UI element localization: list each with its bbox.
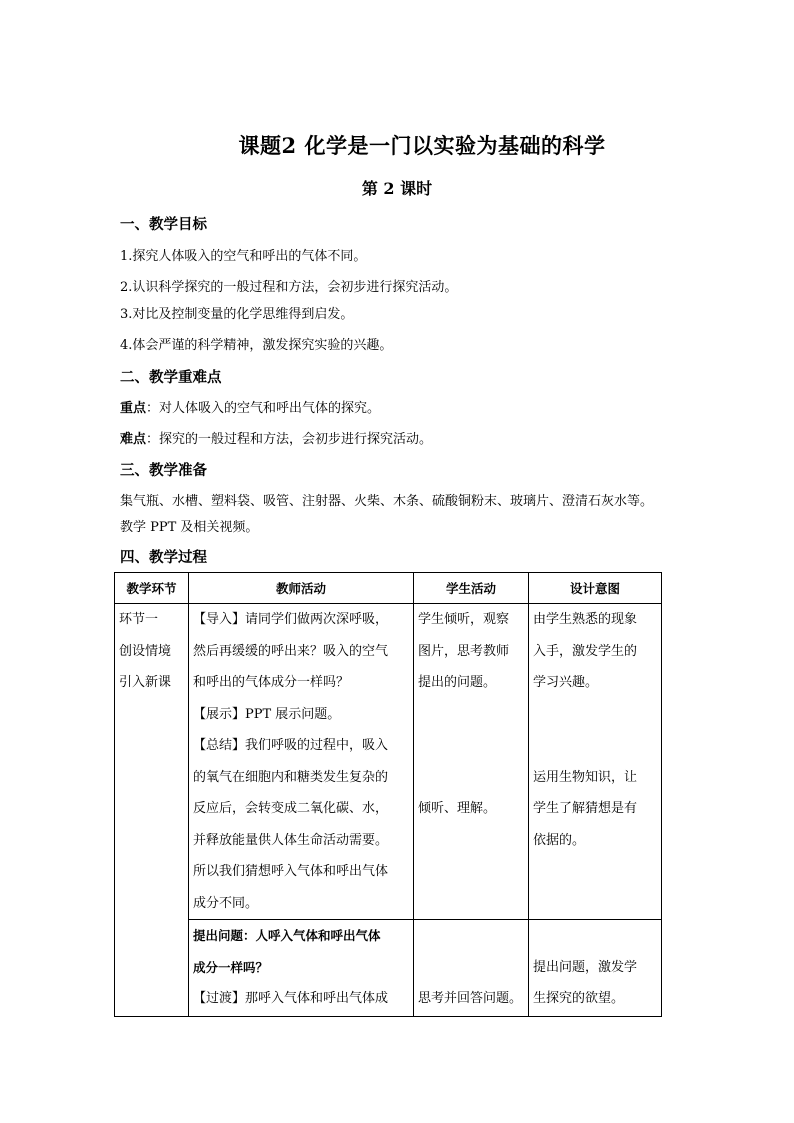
page-title: 课题2 化学是一门以实验为基础的科学 [238,133,606,158]
section-heading-keypoints: 二、教学重难点 [120,369,222,386]
intent-line: 入手，激发学生的 [533,643,638,659]
student-line: 思考并回答问题。 [418,991,523,1006]
header-student: 学生活动 [414,573,529,604]
student-line: 学生倾听，观察 [418,612,510,627]
stage-line: 环节一 [119,612,159,627]
student-line: 提出的问题。 [418,675,497,690]
stage-line: 创设情境 [119,643,172,659]
stage-line: 引入新课 [119,675,172,690]
teacher-line: 【过渡】那呼入气体和呼出气体成 [193,991,389,1006]
difficulty-text: ：探究的一般过程和方法，会初步进行探究活动。 [146,432,433,447]
difficulty-label: 难点 [120,432,147,447]
section-heading-prep: 三、教学准备 [120,462,207,479]
focus-text: ：对人体吸入的空气和呼出气体的探究。 [146,401,381,416]
question-line: 成分一样吗？ [193,959,269,975]
goal-item: 2.认识科学探究的一般过程和方法，会初步进行探究活动。 [120,280,458,295]
section-heading-process: 四、教学过程 [120,549,207,566]
teacher-line: 和呼出的气体成分一样吗？ [193,675,350,690]
goal-item: 4.体会严谨的科学精神，激发探究实验的兴趣。 [120,338,393,353]
intent-line: 依据的。 [533,832,586,848]
header-teacher: 教师活动 [189,573,414,604]
process-table [114,572,662,1017]
intent-line: 生探究的欲望。 [533,991,625,1006]
student-cell [414,920,529,1017]
focus-label: 重点 [120,401,147,416]
student-line: 图片，思考教师 [418,643,510,659]
teacher-line: 成分不同。 [193,895,259,911]
teacher-line: 反应后，会转变成二氧化碳、水， [193,801,389,816]
teacher-line: 【导入】请同学们做两次深呼吸， [193,612,389,627]
teacher-cell [189,920,414,1017]
intent-line: 提出问题，激发学 [533,959,638,975]
teacher-line: 并释放能量供人体生命活动需要。 [193,832,389,848]
header-intent: 设计意图 [529,573,662,604]
teacher-line: 所以我们猜想呼入气体和呼出气体 [193,864,389,879]
goal-item: 3.对比及控制变量的化学思维得到启发。 [120,307,354,322]
intent-line: 学生了解猜想是有 [533,801,638,816]
teacher-line: 的氧气在细胞内和糖类发生复杂的 [193,769,389,785]
teacher-cell [189,604,414,920]
intent-line: 学习兴趣。 [533,675,599,690]
student-cell [414,604,529,920]
page-subtitle: 第 2 课时 [361,179,433,198]
stage-cell [115,604,189,1017]
focus-line [120,397,380,416]
student-line: 倾听、理解。 [418,801,497,816]
intent-cell [529,604,662,920]
intent-line: 运用生物知识，让 [533,769,638,785]
table-row [115,604,662,920]
section-heading-goals: 一、教学目标 [120,216,207,233]
question-line: 提出问题：人呼入气体和呼出气体 [193,928,381,943]
table-header-row [115,573,662,604]
header-stage: 教学环节 [115,573,189,604]
table-row [115,920,662,1017]
intent-line: 由学生熟悉的现象 [533,612,638,627]
prep-line: 集气瓶、水槽、塑料袋、吸管、注射器、火柴、木条、硫酸铜粉末、玻璃片、澄清石灰水等。 [120,494,654,509]
teacher-line: 【总结】我们呼吸的过程中，吸入 [193,738,389,753]
prep-line: 教学 PPT 及相关视频。 [120,520,259,535]
goal-item: 1.探究人体吸入的空气和呼出的气体不同。 [120,249,367,264]
intent-cell [529,920,662,1017]
difficulty-line [120,428,432,447]
teacher-line: 【展示】PPT 展示问题。 [193,706,341,722]
teacher-line: 然后再缓缓的呼出来？吸入的空气 [193,643,389,659]
